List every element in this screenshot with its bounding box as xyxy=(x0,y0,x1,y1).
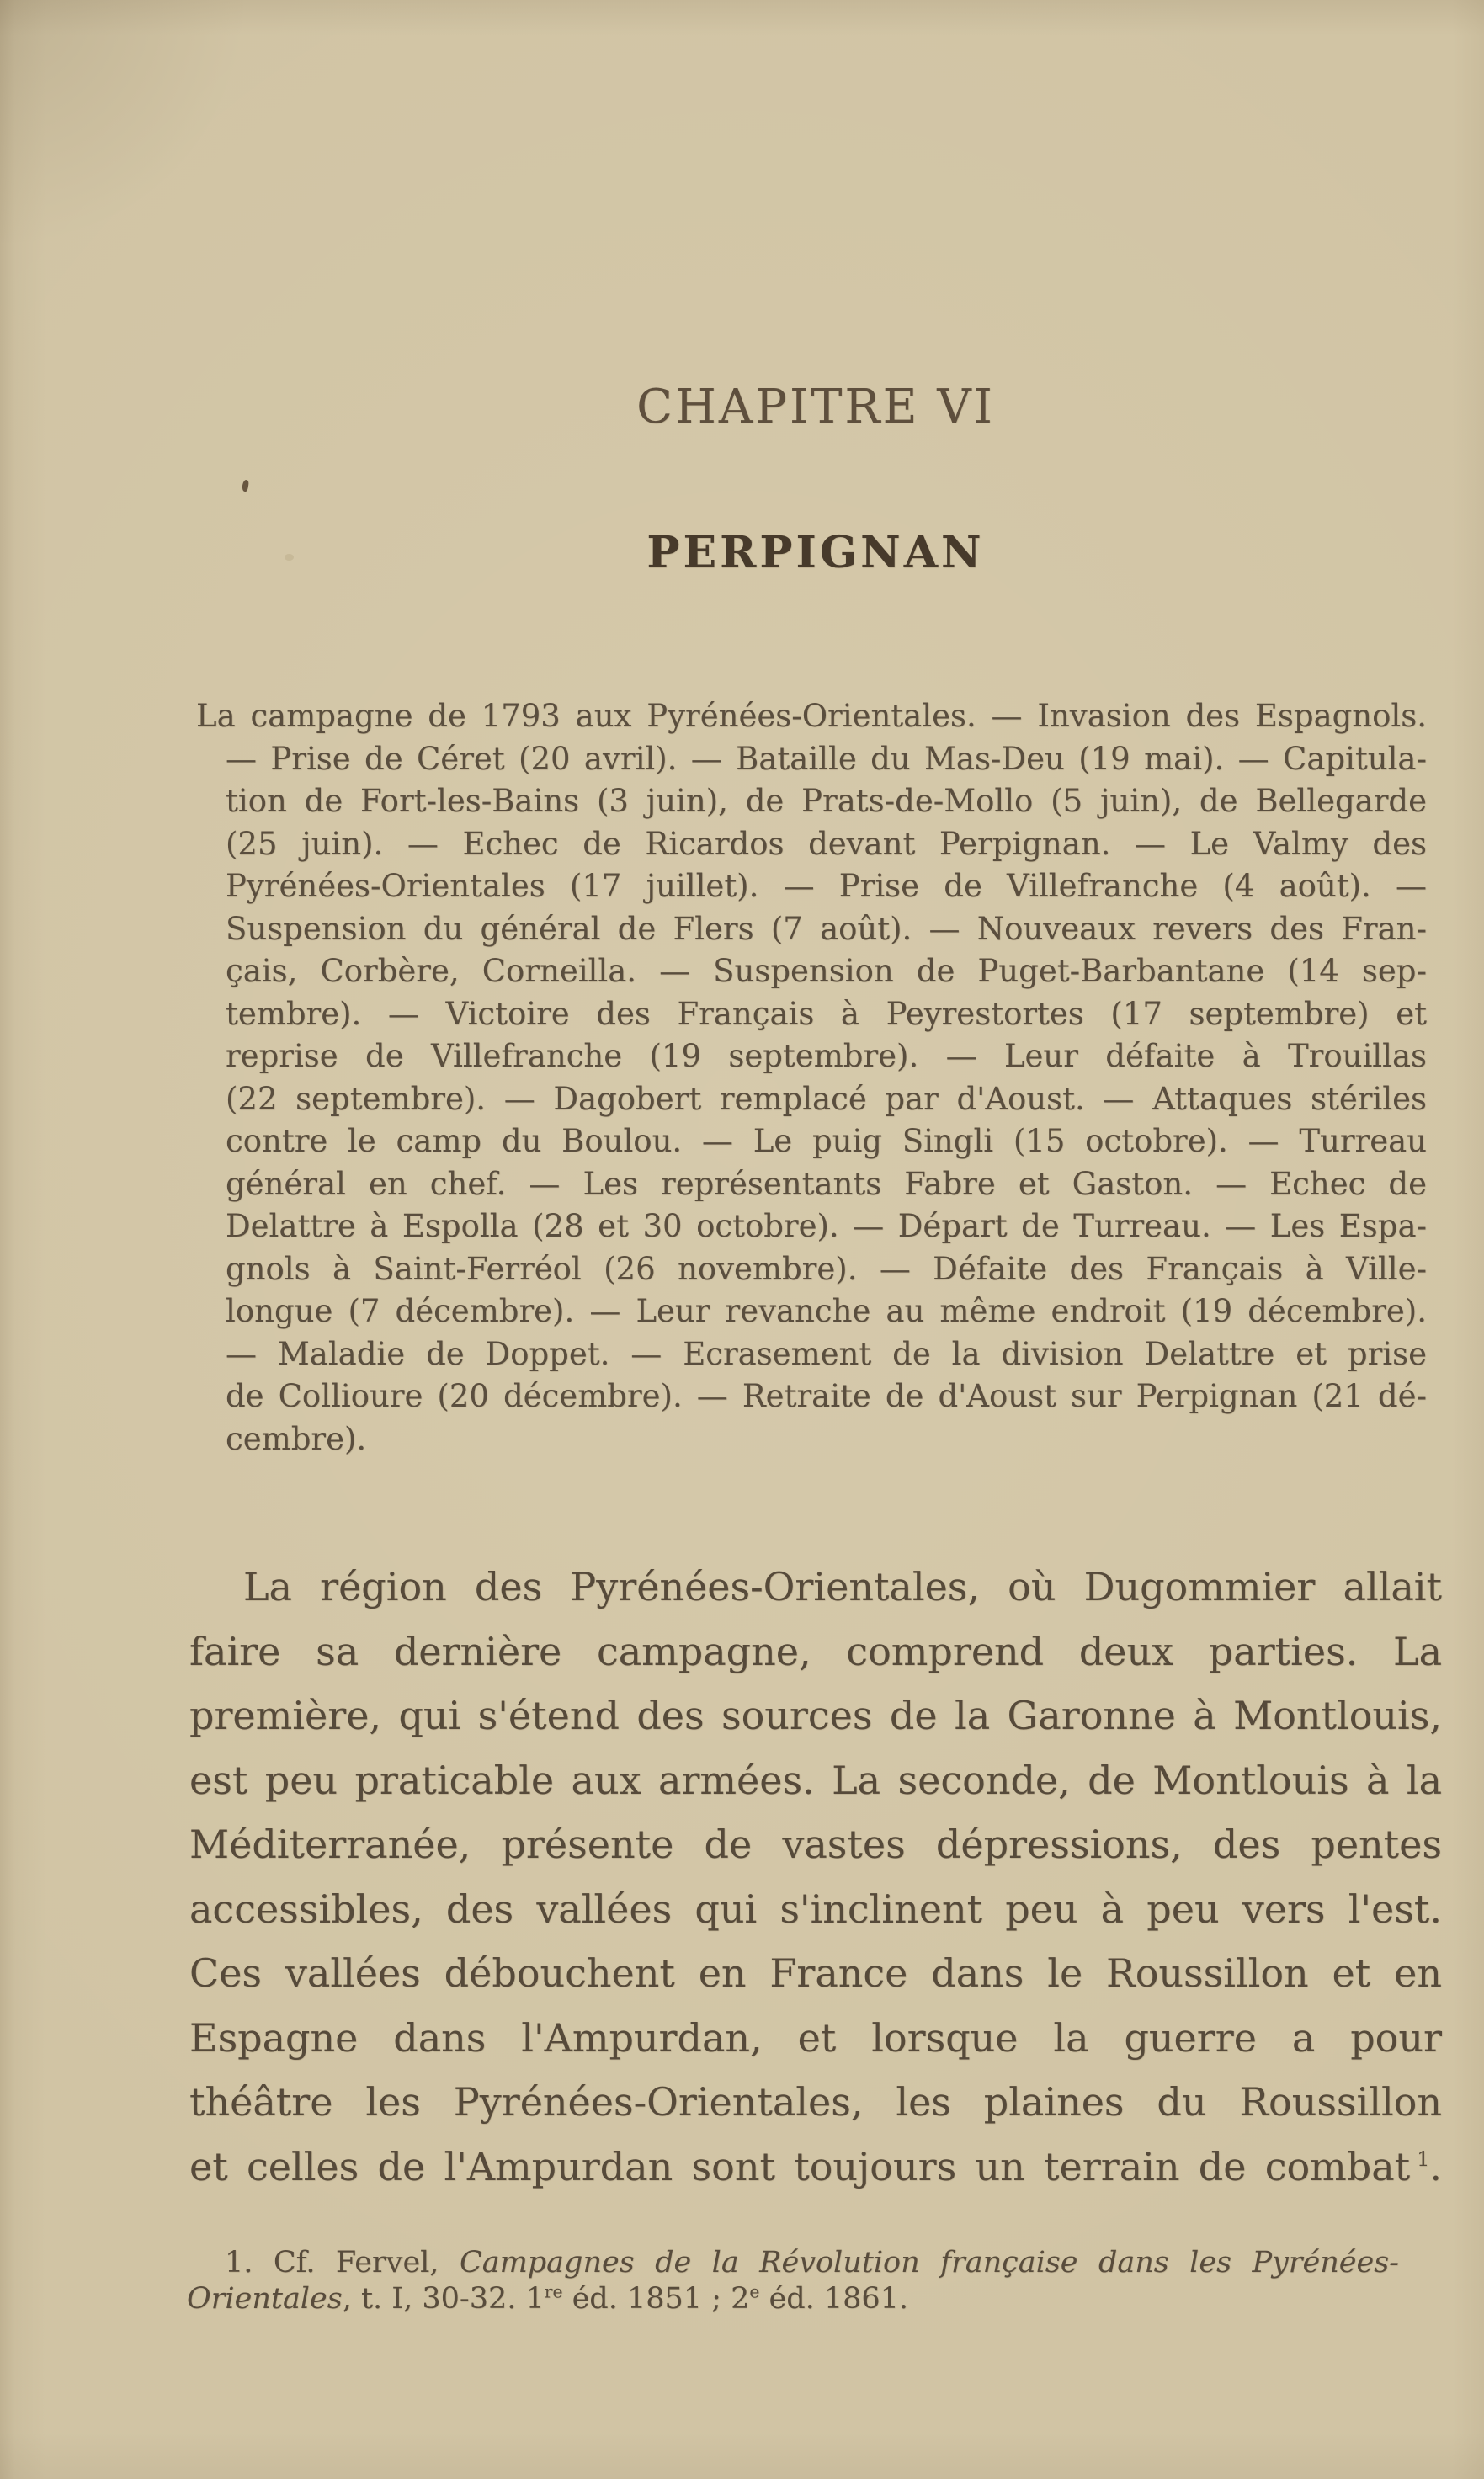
footnote-work-title-part2: Orientales xyxy=(187,2282,343,2316)
text-line: faire sa dernière campagne, comprend deux parties. La xyxy=(189,1628,1442,1674)
text-line: contre le camp du Boulou. — Le puig Singli (15 octobre). — Turreau xyxy=(226,1123,1427,1159)
body-paragraph xyxy=(189,1555,1442,2199)
section-heading: PERPIGNAN xyxy=(646,527,985,578)
footnote-edition-superscript: re xyxy=(544,2281,563,2302)
footnote-work-title-part1: Campagnes de la Révolution française dans les Pyrénées- xyxy=(459,2246,1399,2280)
footnote-reference: 1 xyxy=(1417,2147,1430,2172)
text-line: — Maladie de Doppet. — Ecrasement de la division Delattre et prise xyxy=(226,1335,1427,1372)
text-line: cembre). xyxy=(226,1420,367,1457)
text-line: reprise de Villefranche (19 septembre). — Leur défaite à Trouillas xyxy=(226,1038,1427,1074)
text-line: çais, Corbère, Corneilla. — Suspension de Puget-Barbantane (14 sep- xyxy=(226,953,1427,989)
text-line: Espagne dans l'Ampurdan, et lorsque la guerre a pour xyxy=(189,2014,1442,2061)
text-line: Suspension du général de Flers (7 août). — Nouveaux revers des Fran- xyxy=(226,910,1427,947)
text-line: — Prise de Céret (20 avril). — Bataille du Mas-Deu (19 mai). — Capitula- xyxy=(226,740,1427,777)
text-line: théâtre les Pyrénées-Orientales, les plaines du Roussillon xyxy=(189,2079,1442,2125)
footnote-edition-year: éd. 1851 ; 2 xyxy=(562,2282,750,2316)
text-line: de Collioure (20 décembre). — Retraite de d'Aoust sur Perpignan (21 dé- xyxy=(226,1378,1427,1414)
text-line: Méditerranée, présente de vastes dépressions, des pentes xyxy=(189,1822,1442,1867)
footnote-line xyxy=(187,2245,1399,2281)
text-line: La campagne de 1793 aux Pyrénées-Orientales. — Invasion des Espagnols. xyxy=(196,698,1427,734)
text-line: La région des Pyrénées-Orientales, où Dugommier allait xyxy=(243,1564,1442,1609)
text-line: tion de Fort-les-Bains (3 juin), de Prats-de-Mollo (5 juin), de Bellegarde xyxy=(226,783,1427,819)
text-line: est peu praticable aux armées. La seconde, de Montlouis à la xyxy=(189,1757,1442,1803)
text-line: (25 juin). — Echec de Ricardos devant Perpignan. — Le Valmy des xyxy=(226,825,1427,862)
text-line: première, qui s'étend des sources de la Garonne à Montlouis, xyxy=(189,1693,1442,1738)
text-line: accessibles, des vallées qui s'inclinent peu à peu vers l'est. xyxy=(189,1886,1442,1932)
body-last-line-period: . xyxy=(1429,2143,1442,2189)
text-line: Delattre à Espolla (28 et 30 octobre). — Départ de Turreau. — Les Espa- xyxy=(226,1208,1427,1244)
ink-speck xyxy=(242,479,249,492)
footnote-reference-details: , t. I, 30-32. 1 xyxy=(342,2282,545,2316)
text-line: tembre). — Victoire des Français à Peyrestortes (17 septembre) et xyxy=(226,995,1427,1032)
footnote-line xyxy=(187,2281,1399,2317)
text-line: longue (7 décembre). — Leur revanche au même endroit (19 décembre). xyxy=(226,1293,1427,1329)
text-line: (22 septembre). — Dagobert remplacé par d'Aoust. — Attaques stériles xyxy=(226,1080,1427,1117)
chapter-heading: CHAPITRE VI xyxy=(636,380,995,434)
text-line: Ces vallées débouchent en France dans le Roussillon et en xyxy=(189,1950,1442,1996)
chapter-summary xyxy=(196,695,1427,1460)
footnote-edition-year: éd. 1861. xyxy=(759,2282,909,2316)
text-line: Pyrénées-Orientales (17 juillet). — Prise de Villefranche (4 août). — xyxy=(226,868,1427,904)
footnote xyxy=(187,2245,1399,2317)
body-paragraph-lines xyxy=(189,1555,1442,2135)
body-last-line-text: et celles de l'Ampurdan sont toujours un terrain de combat xyxy=(189,2143,1411,2189)
body-last-line xyxy=(189,2135,1442,2200)
footnote-edition-superscript: e xyxy=(749,2281,760,2302)
text-line: gnols à Saint-Ferréol (26 novembre). — Défaite des Français à Ville- xyxy=(226,1250,1427,1287)
text-line: général en chef. — Les représentants Fabre et Gaston. — Echec de xyxy=(226,1165,1427,1202)
footnote-marker-and-text: 1. Cf. Fervel, xyxy=(225,2246,460,2280)
